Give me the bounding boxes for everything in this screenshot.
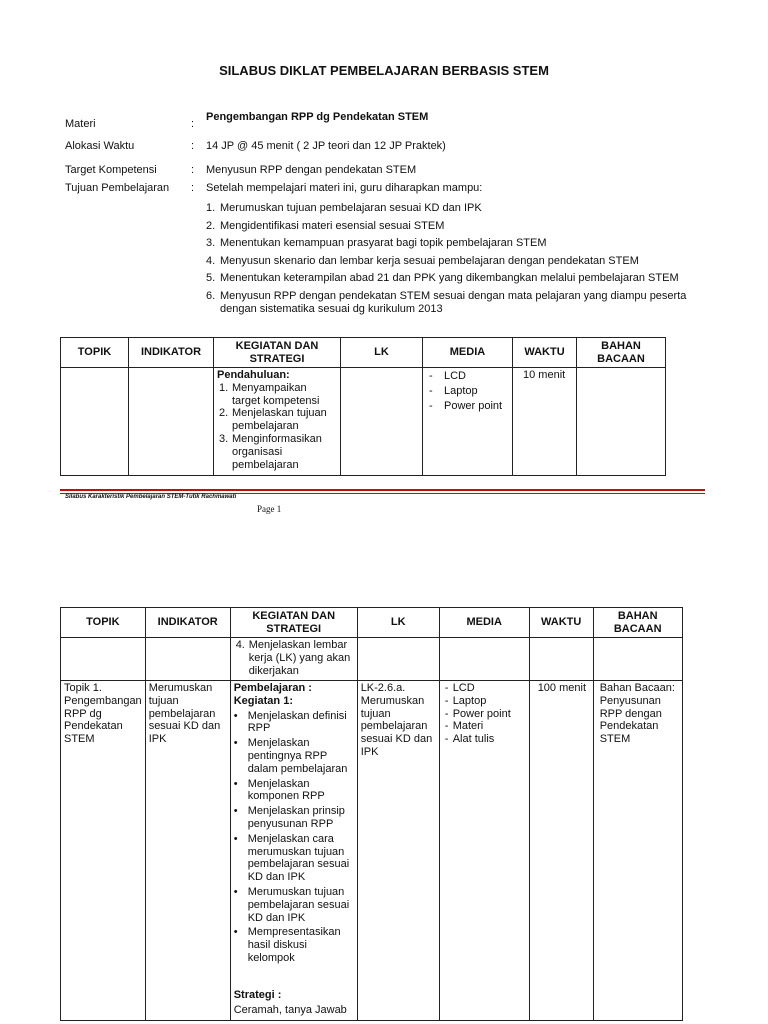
header-bahan: BAHAN BACAAN [593,608,682,638]
cell-lk [357,638,439,681]
cell-indikator: Merumuskan tujuan pembelajaran sesuai KD dan IPK [145,681,230,1021]
objective-item: 4. Menyusun skenario dan lembar kerja sesuai pembelajaran dengan pendekatan STEM [206,254,639,267]
target-value: Menyusun RPP dengan pendekatan STEM [206,164,417,176]
list-item: • Menjelaskan pentingnya RPP dalam pembelajaran [233,737,348,775]
tujuan-value: Setelah mempelajari materi ini, guru diharapkan mampu: [206,182,483,194]
footer-rule [60,489,705,491]
table-row [61,638,683,681]
alokasi-colon: : [191,140,195,152]
header-lk: LK [357,608,439,638]
objective-item: 5. Menentukan keterampilan abad 21 dan PPK yang dikembangkan melalui pembelajaran STEM [206,272,679,284]
cell-media [439,681,529,1021]
cell-kegiatan [230,681,357,1021]
materi-colon: : [191,118,195,130]
header-waktu: WAKTU [513,338,577,368]
header-topik: TOPIK [61,608,146,638]
materi-label: Materi [65,118,96,130]
target-colon: : [191,164,195,176]
list-item: - Materi [444,720,484,733]
cell-bahan [593,638,682,681]
alokasi-value: 14 JP @ 45 menit ( 2 JP teori dan 12 JP Praktek) [206,140,446,152]
header-bahan: BAHAN BACAAN [577,338,666,368]
cell-kegiatan [230,638,357,681]
objectives-list [206,202,711,320]
list-item: - LCD [429,370,467,382]
list-item: • Merumuskan tujuan pembelajaran sesuai KD dan IPK [233,885,350,924]
kegiatan1-list [234,710,354,965]
cell-lk [341,368,423,476]
table-header-row [61,338,666,368]
table-row [61,681,683,1021]
media-list [443,682,526,746]
header-media: MEDIA [439,608,529,638]
strategi-text: Ceramah, tanya Jawab [233,1003,347,1016]
header-waktu: WAKTU [529,608,593,638]
list-item: 4. Menjelaskan lembar kerja (LK) yang akan dikerjakan [235,639,351,677]
pembelajaran-heading: Pembelajaran : [233,682,312,694]
list-item: • Menjelaskan komponen RPP [233,777,325,803]
header-indikator: INDIKATOR [145,608,230,638]
header-kegiatan: KEGIATAN DAN STRATEGI [230,608,357,638]
table-header-row [61,608,683,638]
syllabus-table-2 [60,607,683,1021]
list-item: - LCD [444,682,475,694]
header-indikator: INDIKATOR [129,338,214,368]
alokasi-label: Alokasi Waktu [65,140,135,152]
document-title: SILABUS DIKLAT PEMBELAJARAN BERBASIS STEM [219,63,549,78]
list-item: • Mempresentasikan hasil diskusi kelompok [233,926,341,964]
cell-bahan [577,368,666,476]
list-item: 3. Menginformasikan organisasi pembelajaran [219,432,322,471]
continued-list [234,639,354,677]
cell-waktu: 10 menit [513,368,577,476]
table-row [61,368,666,476]
objective-item: 1. Merumuskan tujuan pembelajaran sesuai KD dan IPK [206,202,482,214]
list-item: - Laptop [444,694,487,707]
page-number: Page 1 [257,504,282,514]
cell-kegiatan [214,368,341,476]
header-kegiatan: KEGIATAN DAN STRATEGI [214,338,341,368]
cell-indikator [145,638,230,681]
kegiatan1-heading: Kegiatan 1: [233,694,293,707]
footer-text: Silabus Karakteristik Pembelajaran STEM-Tutik Rachmawati [65,494,237,500]
cell-indikator [129,368,214,476]
objective-item: 3. Menentukan kemampuan prasyarat bagi topik pembelajaran STEM [206,237,547,249]
list-item: • Menjelaskan definisi RPP [233,709,347,735]
list-item: - Alat tulis [444,733,495,746]
cell-waktu [529,638,593,681]
objective-item: 2. Mengidentifikasi materi esensial sesuai STEM [206,219,445,232]
syllabus-table-1 [60,337,666,476]
cell-media [439,638,529,681]
materi-value: Pengembangan RPP dg Pendekatan STEM [206,111,429,123]
list-item: • Menjelaskan cara merumuskan tujuan pembelajaran sesuai KD dan IPK [233,832,350,884]
target-label: Target Kompetensi [65,164,157,176]
list-item: 2. Menjelaskan tujuan pembelajaran [219,407,327,433]
strategi-heading: Strategi : [233,988,282,1001]
list-item: - Laptop [429,385,478,397]
header-lk: LK [341,338,423,368]
cell-lk: LK-2.6.a. Merumuskan tujuan pembelajaran sesuai KD dan IPK [357,681,439,1021]
cell-topik: Topik 1. Pengembangan RPP dg Pendekatan STEM [61,681,146,1021]
pendahuluan-list [217,382,337,472]
media-list [426,369,509,414]
cell-topik [61,368,129,476]
cell-media [423,368,513,476]
header-media: MEDIA [423,338,513,368]
list-item: 1. Menyampaikan target kompetensi [219,381,320,407]
list-item: - Power point [444,707,511,720]
cell-topik [61,638,146,681]
pendahuluan-heading: Pendahuluan: [217,369,290,381]
cell-waktu: 100 menit [529,681,593,1021]
list-item: - Power point [429,400,503,412]
cell-bahan: Bahan Bacaan: Penyusunan RPP dengan Pendekatan STEM [593,681,682,1021]
objective-item: 6. Menyusun RPP dengan pendekatan STEM sesuai dengan mata pelajaran yang diampu peserta dengan sistematika sesuai dg kurikulum 2013 [206,289,687,315]
tujuan-label: Tujuan Pembelajaran [65,182,170,194]
tujuan-colon: : [191,182,195,194]
list-item: • Menjelaskan prinsip penyusunan RPP [233,805,345,830]
header-topik: TOPIK [61,338,129,368]
